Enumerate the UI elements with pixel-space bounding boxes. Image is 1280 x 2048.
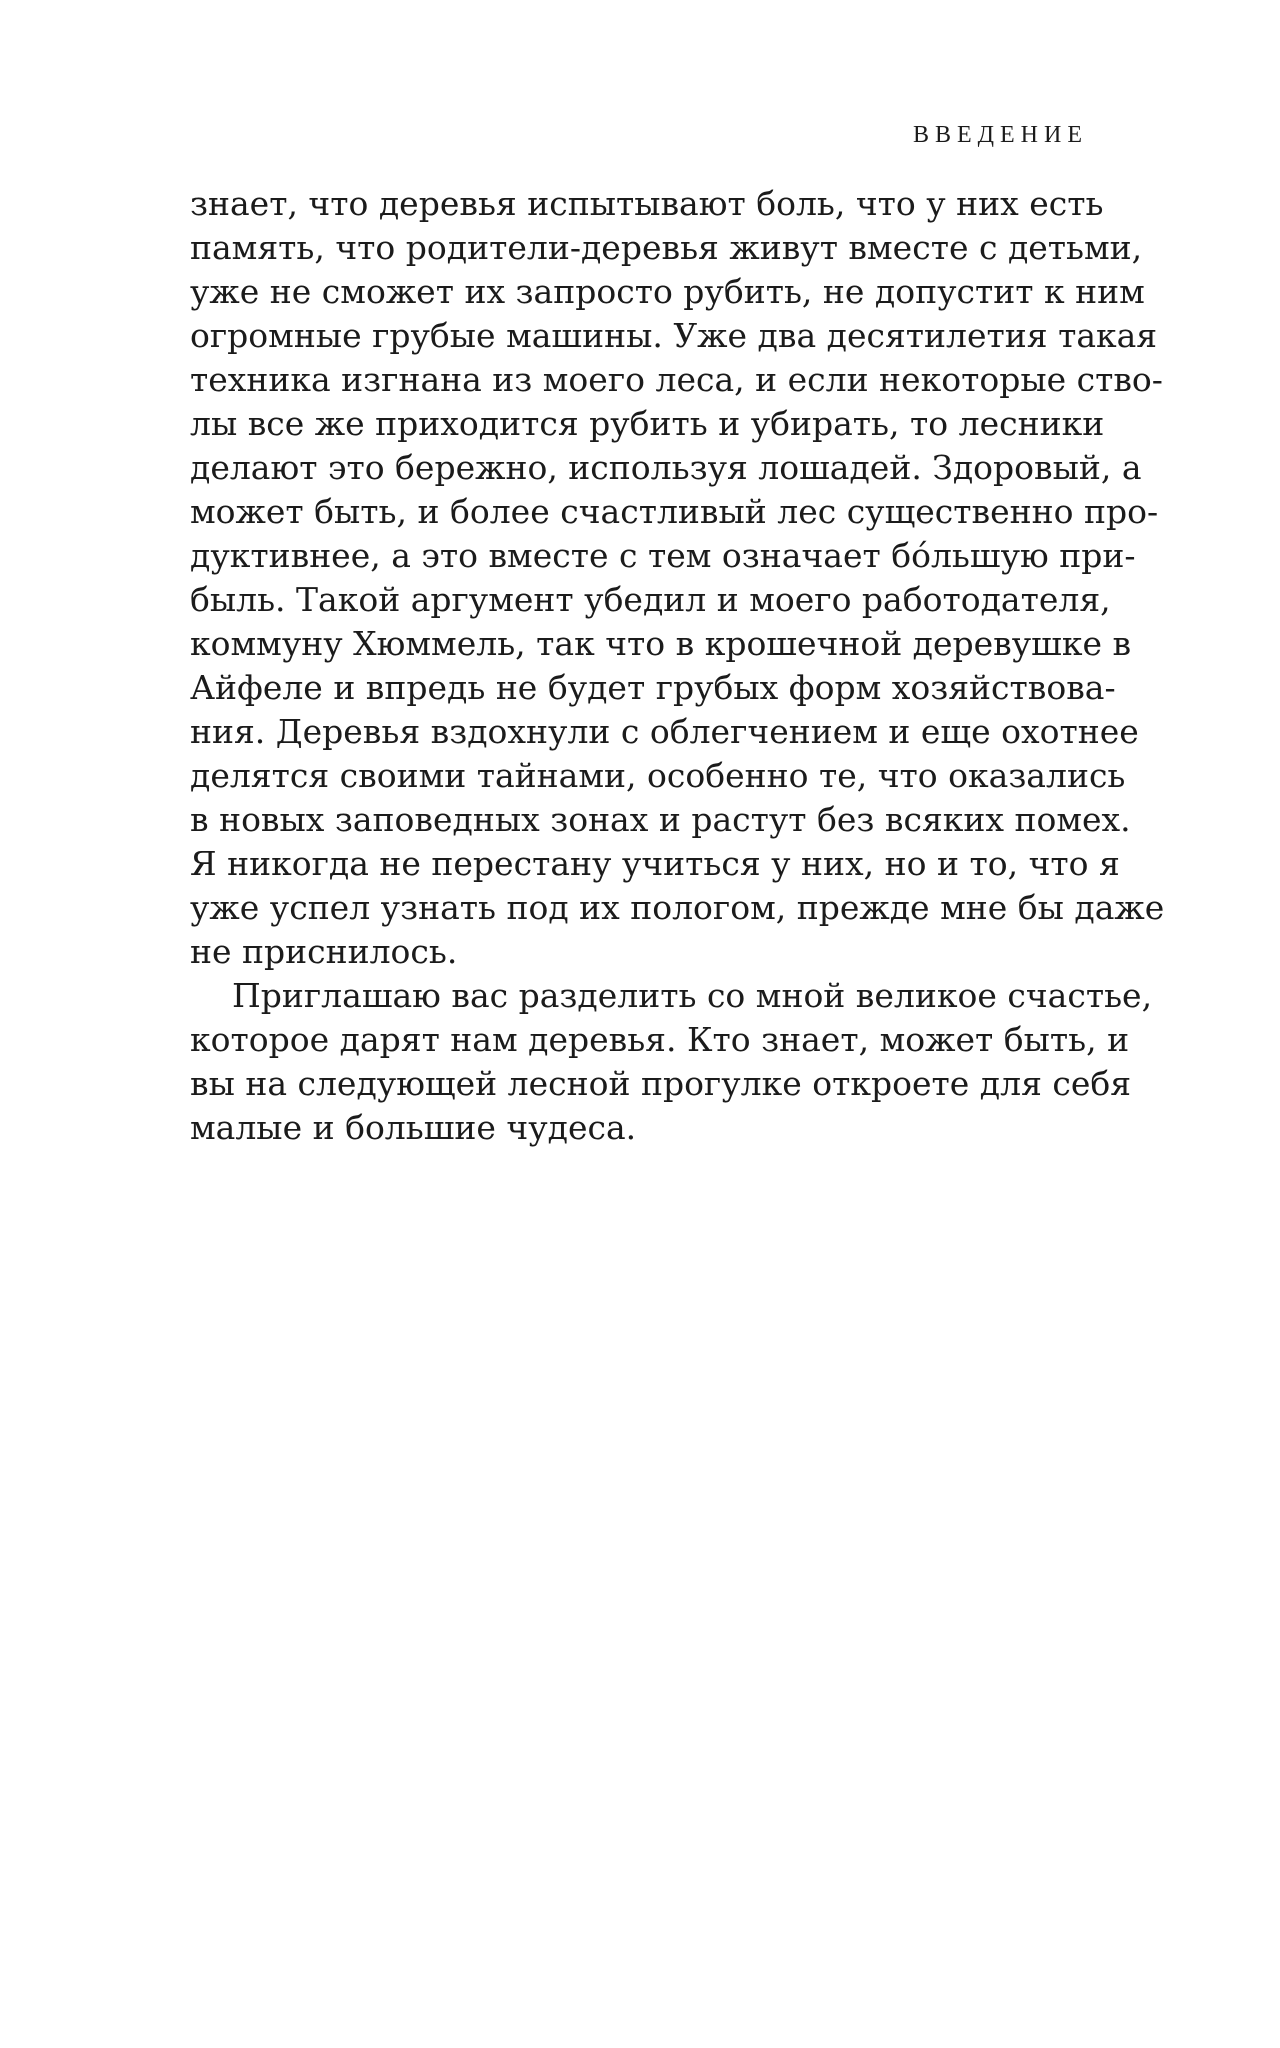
text-line: коммуну Хюммель, так что в крошечной деревушке в: [190, 624, 1132, 663]
paragraph-1: [190, 182, 1165, 974]
text-line: техника изгнана из моего леса, и если некоторые ство-: [190, 360, 1163, 399]
paragraph-2: [190, 974, 1153, 1150]
text-line: огромные грубые машины. Уже два десятилетия такая: [190, 316, 1158, 355]
text-line: дуктивнее, а это вместе с тем означает бóльшую при-: [190, 536, 1136, 575]
text-line: Я никогда не перестану учиться у них, но и то, что я: [190, 844, 1120, 883]
text-line: ния. Деревья вздохнули с облегчением и еще охотнее: [190, 712, 1139, 751]
text-line: знает, что деревья испытывают боль, что у них есть: [190, 184, 1104, 223]
body-text: [190, 182, 1165, 1150]
text-line: которое дарят нам деревья. Кто знает, может быть, и: [190, 1020, 1130, 1059]
text-line: малые и большие чудеса.: [190, 1108, 637, 1147]
text-line: уже успел узнать под их пологом, прежде мне бы даже: [190, 888, 1165, 927]
text-line: вы на следующей лесной прогулке откроете для себя: [190, 1064, 1132, 1103]
text-line: в новых заповедных зонах и растут без всяких помех.: [190, 800, 1131, 839]
text-line: Приглашаю вас разделить со мной великое счастье,: [232, 976, 1153, 1015]
text-line: память, что родители-деревья живут вместе с детьми,: [190, 228, 1143, 267]
text-line: лы все же приходится рубить и убирать, то лесники: [190, 404, 1105, 443]
text-line: не приснилось.: [190, 932, 458, 971]
text-line: Айфеле и впредь не будет грубых форм хозяйствова-: [190, 668, 1116, 707]
text-line: делают это бережно, используя лошадей. Здоровый, а: [190, 448, 1142, 487]
running-header: ВВЕДЕНИЕ: [912, 122, 1088, 148]
text-line: делятся своими тайнами, особенно те, что оказались: [190, 756, 1126, 795]
text-line: может быть, и более счастливый лес существенно про-: [190, 492, 1159, 531]
text-line: быль. Такой аргумент убедил и моего работодателя,: [190, 580, 1111, 619]
text-line: уже не сможет их запросто рубить, не допустит к ним: [190, 272, 1145, 311]
